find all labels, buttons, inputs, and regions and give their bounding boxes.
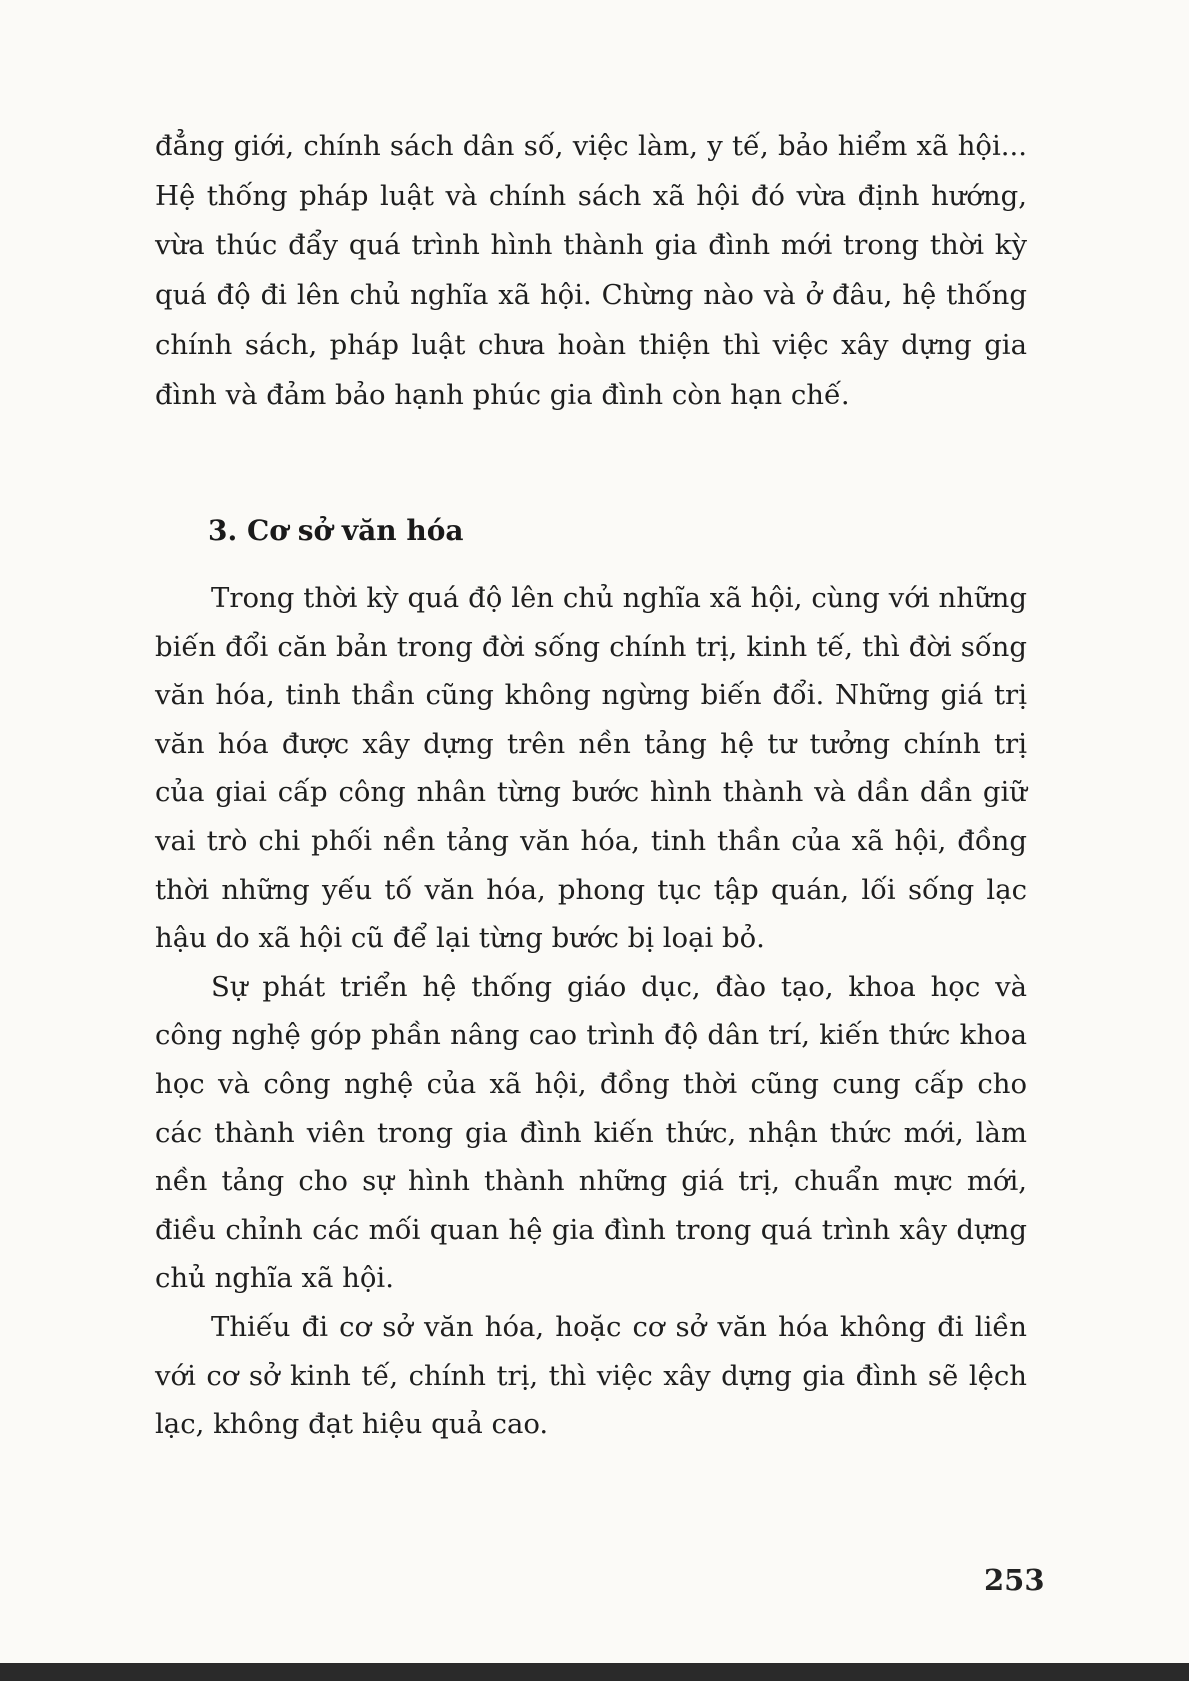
paragraph-2: Sự phát triển hệ thống giáo dục, đào tạo, khoa học và công nghệ góp phần nâng cao trình độ dân trí, kiến thức khoa học và công nghệ của xã hội, đồng thời cũng cung cấp cho các thành viên trong gia đình kiến thức, nhận thức mới, làm nền tảng cho sự hình thành những giá trị, chuẩn mực mới, điều chỉnh các mối quan hệ gia đình trong quá trình xây dựng chủ nghĩa xã hội. — [155, 970, 1027, 1295]
scan-bottom-edge — [0, 1663, 1189, 1681]
continuation-text — [155, 122, 1027, 420]
section-body — [155, 574, 1027, 1449]
paragraph-1: Trong thời kỳ quá độ lên chủ nghĩa xã hội, cùng với những biến đổi căn bản trong đời sống chính trị, kinh tế, thì đời sống văn hóa, tinh thần cũng không ngừng biến đổi. Những giá trị văn hóa được xây dựng trên nền tảng hệ tư tưởng chính trị của giai cấp công nhân từng bước hình thành và dần dần giữ vai trò chi phối nền tảng văn hóa, tinh thần của xã hội, đồng thời những yếu tố văn hóa, phong tục tập quán, lối sống lạc hậu do xã hội cũ để lại từng bước bị loại bỏ. — [155, 582, 1027, 955]
continuation-paragraph: đẳng giới, chính sách dân số, việc làm, y tế, bảo hiểm xã hội... Hệ thống pháp luật và chính sách xã hội đó vừa định hướng, vừa thúc đẩy quá trình hình thành gia đình mới trong thời kỳ quá độ đi lên chủ nghĩa xã hội. Chừng nào và ở đâu, hệ thống chính sách, pháp luật chưa hoàn thiện thì việc xây dựng gia đình và đảm bảo hạnh phúc gia đình còn hạn chế. — [155, 130, 1027, 411]
section-heading: 3. Cơ sở văn hóa — [208, 514, 464, 547]
paragraph-3: Thiếu đi cơ sở văn hóa, hoặc cơ sở văn hóa không đi liền với cơ sở kinh tế, chính trị, thì việc xây dựng gia đình sẽ lệch lạc, không đạt hiệu quả cao. — [155, 1310, 1027, 1441]
page-number: 253 — [984, 1563, 1045, 1597]
